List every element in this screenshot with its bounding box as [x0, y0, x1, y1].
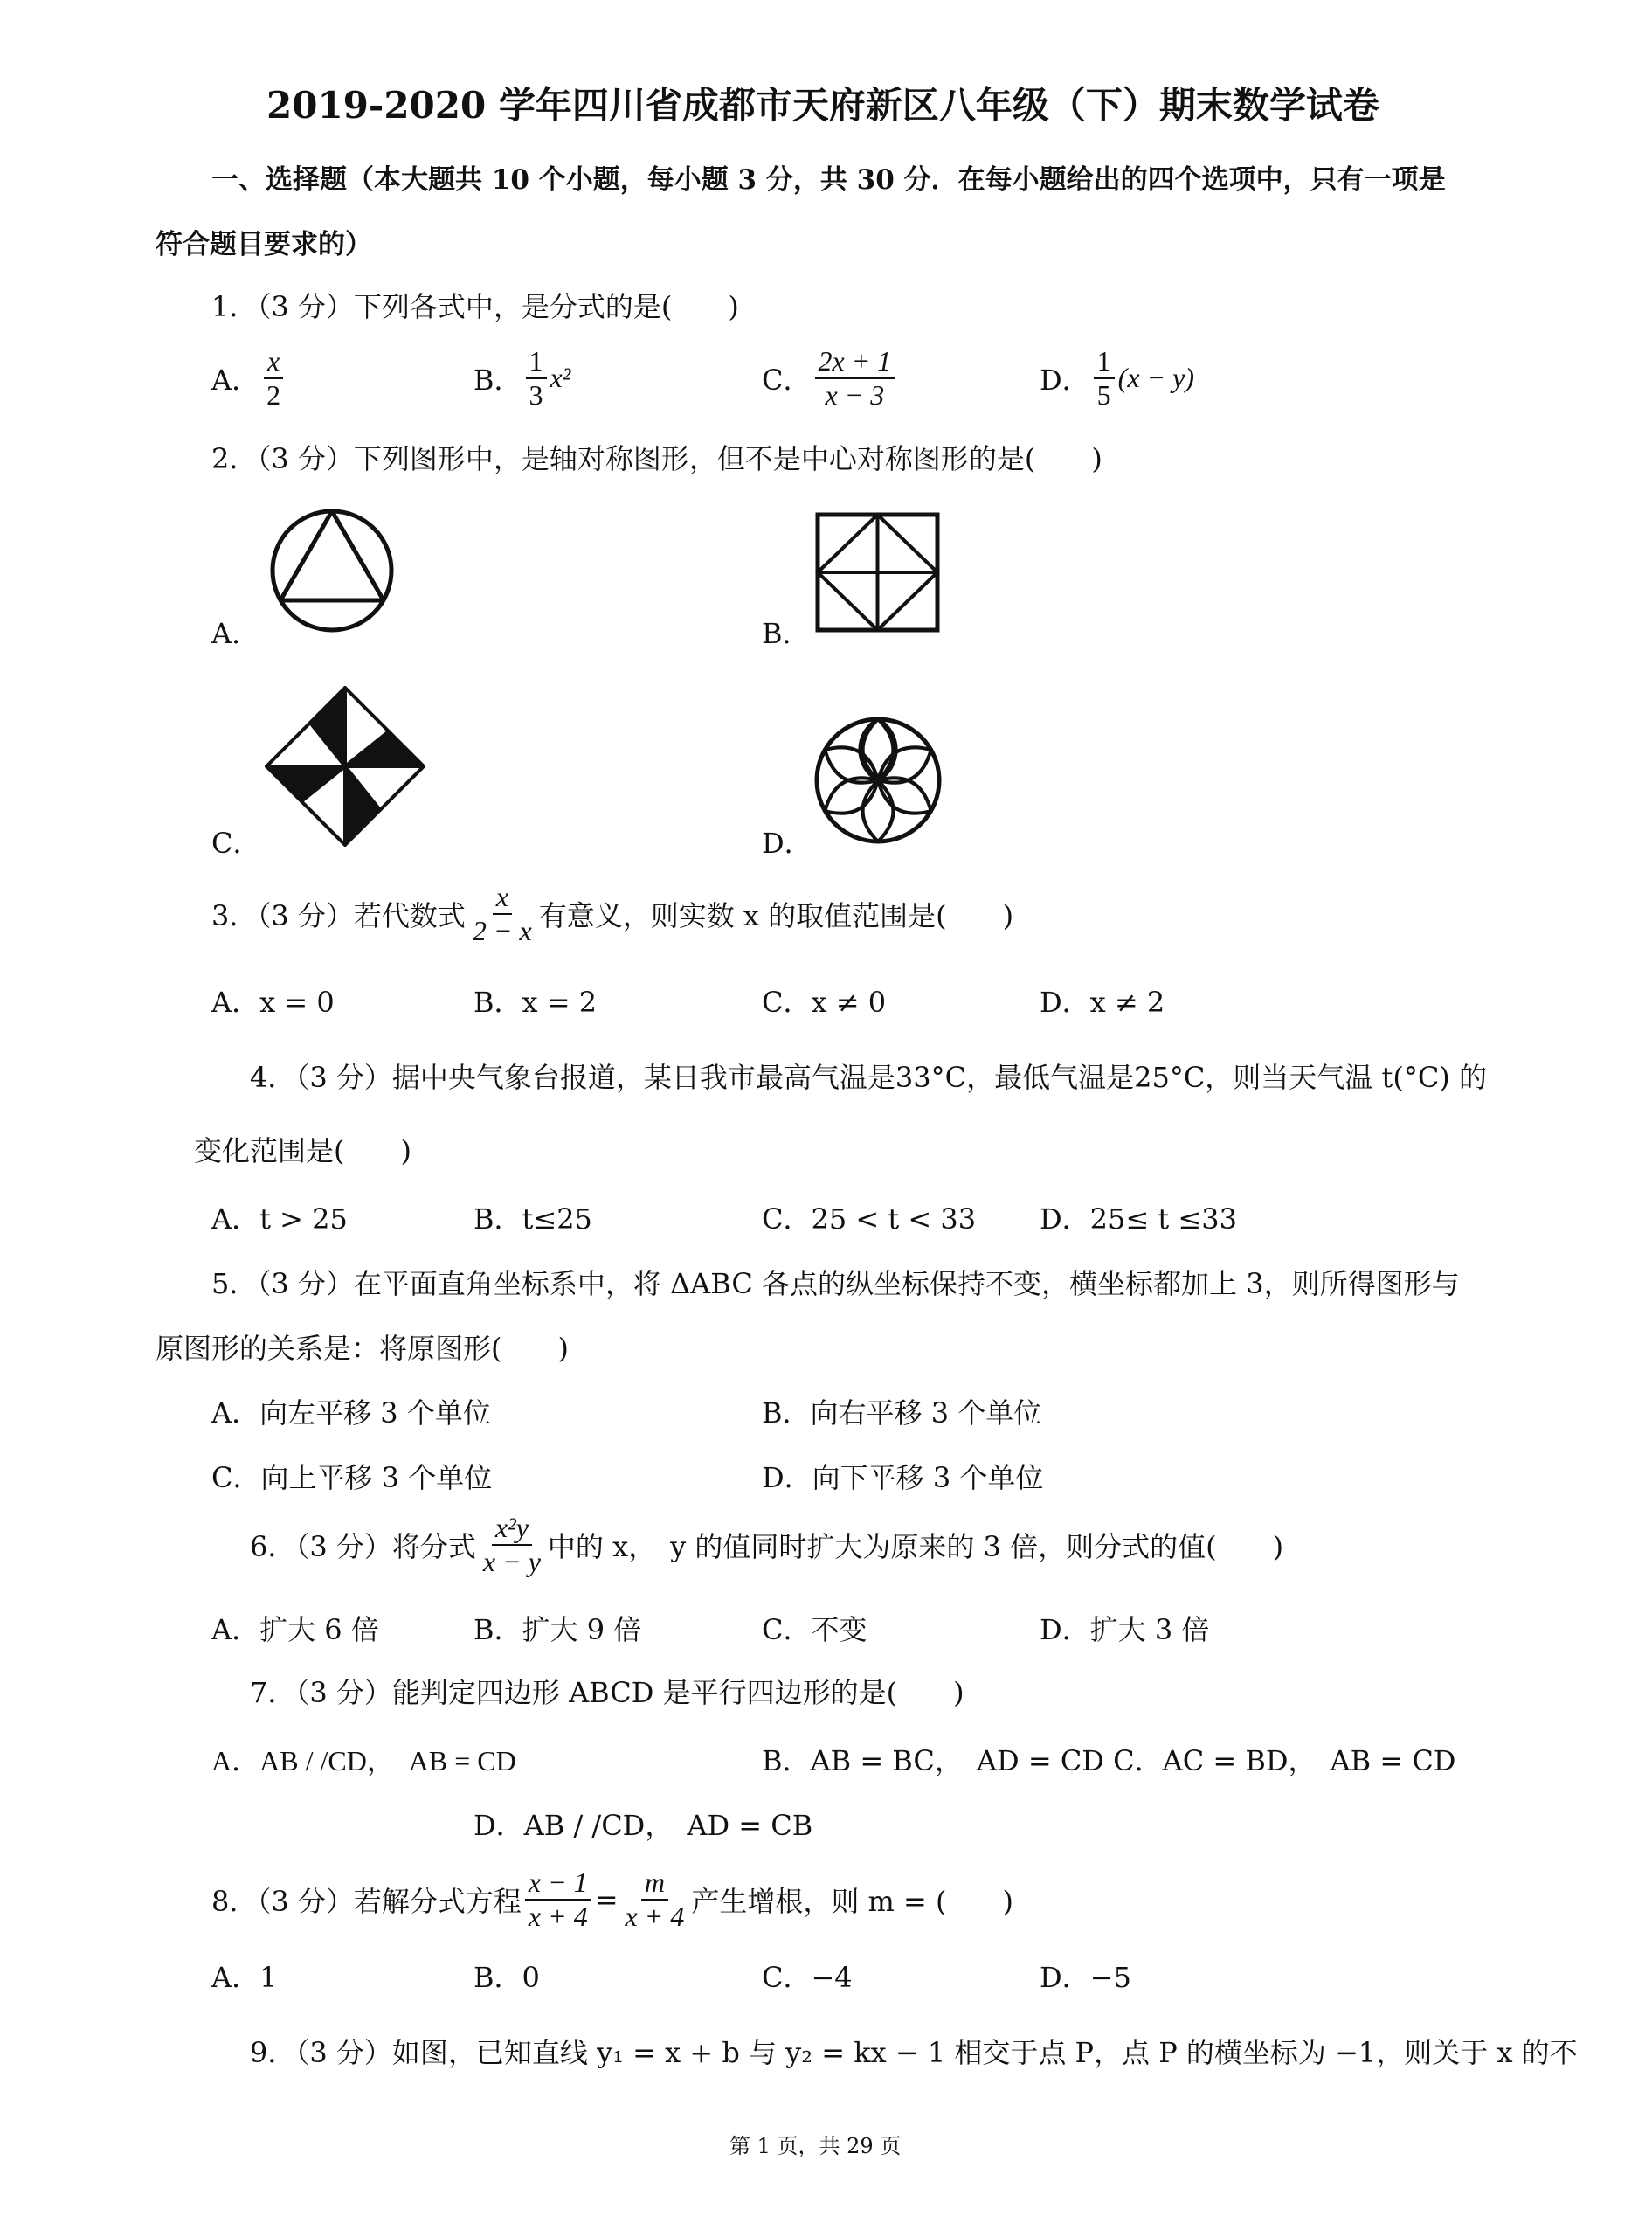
q1-label-a: A．	[211, 363, 260, 397]
section-heading-line2: 符合题目要求的）	[156, 229, 372, 260]
page-title: 2019-2020 学年四川省成都市天府新区八年级（下）期末数学试卷	[266, 84, 1379, 127]
q1-option-c	[762, 345, 898, 412]
q1-label-b: B．	[473, 363, 522, 397]
q2-figure-d	[812, 715, 944, 846]
q8-stem	[211, 1866, 1013, 1933]
section-heading-line1: 一、选择题（本大题共 10 个小题，每小题 3 分，共 30 分．在每小题给出的四个选项中，只有一项是	[211, 164, 1446, 196]
q3-post: 有意义，则实数 x 的取值范围是( )	[538, 898, 1014, 932]
q2-label-b: B．	[762, 617, 811, 650]
q1-option-d	[1040, 345, 1194, 412]
q8-fraction-right	[622, 1866, 688, 1933]
q3-den: 2 − x	[472, 914, 532, 946]
q8-num2: m	[641, 1866, 668, 1901]
q1-label-d: D．	[1040, 363, 1090, 397]
q4-option-d: D．25≤ t ≤33	[1040, 1202, 1237, 1236]
q2-stem: 2．（3 分）下列图形中，是轴对称图形，但不是中心对称图形的是( )	[211, 442, 1102, 475]
q6-option-d: D．扩大 3 倍	[1040, 1613, 1210, 1646]
q6-option-a: A．扩大 6 倍	[211, 1613, 379, 1646]
q1-a-num: x	[264, 345, 283, 379]
q4-option-a: A．t > 25	[211, 1202, 348, 1236]
q1-c-fraction	[815, 345, 895, 412]
q8-den2: x + 4	[625, 1900, 685, 1932]
q6-post: 中的 x， y 的值同时扩大为原来的 3 倍，则分式的值( )	[547, 1529, 1284, 1563]
q8-den1: x + 4	[528, 1900, 588, 1932]
q8-option-b: B．0	[473, 1961, 540, 1994]
q3-option-a: A．x = 0	[211, 986, 335, 1019]
q3-pre: 3．（3 分）若代数式	[211, 898, 466, 932]
q9-stem: 9．（3 分）如图，已知直线 y₁ = x + b 与 y₂ = kx − 1 相交于点 P，点 P 的横坐标为 −1，则关于 x 的不	[250, 2036, 1578, 2069]
q2-label-a: A．	[211, 617, 260, 650]
q1-b-tail: x²	[550, 362, 571, 394]
q1-d-den: 5	[1096, 378, 1111, 411]
q8-num1: x − 1	[525, 1866, 591, 1901]
q2-figure-b	[814, 511, 941, 634]
q1-a-fraction	[263, 345, 284, 412]
q1-label-c: C．	[762, 363, 812, 397]
q8-post: 产生增根，则 m = ( )	[691, 1884, 1013, 1918]
q5-option-b: B．向右平移 3 个单位	[762, 1396, 1042, 1430]
q1-d-tail: (x − y)	[1117, 362, 1194, 394]
q7-option-bc: B．AB = BC， AD = CD C．AC = BD， AB = CD	[762, 1744, 1456, 1777]
q8-option-d: D．−5	[1040, 1961, 1131, 1994]
q8-pre: 8．（3 分）若解分式方程	[211, 1884, 522, 1918]
q6-pre: 6．（3 分）将分式	[250, 1529, 476, 1563]
q4-line1: 4．（3 分）据中央气象台报道，某日我市最高气温是33°C，最低气温是25°C，则当天气温 t(°C) 的	[250, 1061, 1487, 1094]
page-footer: 第 1 页，共 29 页	[729, 2134, 902, 2158]
q2-label-d: D．	[762, 827, 812, 860]
q1-d-num: 1	[1094, 345, 1115, 379]
q1-stem: 1．（3 分）下列各式中，是分式的是( )	[211, 290, 739, 323]
q7-stem: 7．（3 分）能判定四边形 ABCD 是平行四边形的是( )	[250, 1676, 964, 1709]
q3-num: x	[493, 881, 512, 915]
q8-option-a: A．1	[211, 1961, 278, 1994]
q8-fraction-left	[525, 1866, 591, 1933]
q4-option-c: C．25 < t < 33	[762, 1202, 977, 1236]
q5-line2: 原图形的关系是：将原图形( )	[156, 1332, 569, 1365]
q3-option-d: D．x ≠ 2	[1040, 986, 1165, 1019]
q5-option-c: C．向上平移 3 个单位	[211, 1461, 493, 1494]
q1-b-fraction	[526, 345, 547, 412]
q6-fraction	[480, 1512, 544, 1578]
q8-equals: =	[594, 1882, 619, 1916]
q3-option-c: C．x ≠ 0	[762, 986, 887, 1019]
q3-option-b: B．x = 2	[473, 986, 598, 1019]
q7-option-d: D．AB / /CD， AD = CB	[473, 1809, 813, 1842]
q1-d-fraction	[1094, 345, 1115, 412]
q2-label-c: C．	[211, 827, 261, 860]
q6-den: x − y	[482, 1545, 541, 1577]
q1-b-den: 3	[529, 378, 543, 411]
q1-c-num: 2x + 1	[815, 345, 895, 379]
q3-stem	[211, 881, 1013, 947]
q5-option-a: A．向左平移 3 个单位	[211, 1396, 491, 1430]
q1-option-b	[473, 345, 570, 412]
q5-line1: 5．（3 分）在平面直角坐标系中，将 ΔABC 各点的纵坐标保持不变，横坐标都加上 3，则所得图形与	[211, 1267, 1460, 1300]
q7-option-a: A．AB / /CD， AB = CD	[211, 1745, 516, 1776]
q1-option-a	[211, 345, 287, 412]
q8-option-c: C．−4	[762, 1961, 853, 1994]
q1-a-den: 2	[266, 378, 281, 411]
q1-c-den: x − 3	[825, 378, 885, 411]
q6-option-c: C．不变	[762, 1613, 867, 1646]
q5-option-d: D．向下平移 3 个单位	[762, 1461, 1044, 1494]
q3-fraction	[469, 881, 536, 947]
q6-option-b: B．扩大 9 倍	[473, 1613, 642, 1646]
q4-option-b: B．t≤25	[473, 1202, 592, 1236]
q2-figure-a	[266, 505, 397, 636]
q6-stem	[250, 1512, 1283, 1578]
q4-line2: 变化范围是( )	[194, 1134, 411, 1167]
q1-b-num: 1	[526, 345, 547, 379]
q2-figure-c	[262, 686, 428, 848]
q6-num: x²y	[492, 1512, 532, 1546]
